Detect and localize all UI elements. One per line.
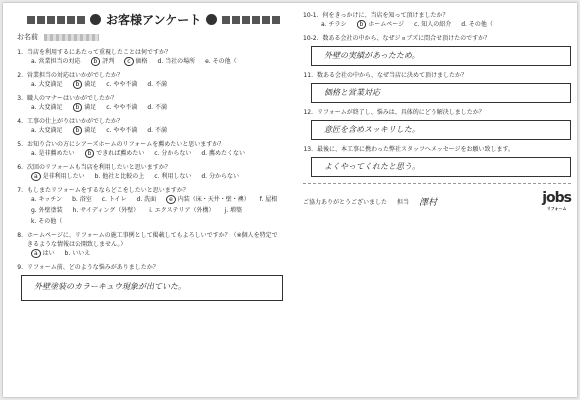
answer-box: よくやってくれたと思う。 (311, 157, 571, 177)
options (13, 80, 283, 89)
option-2[interactable]: c. トイレ (101, 196, 127, 203)
option-0[interactable]: a はい (31, 249, 55, 258)
title-text: お客様アンケート (106, 13, 202, 27)
redacted-name (44, 34, 99, 41)
option-1[interactable]: b 満足 (73, 80, 97, 89)
options (13, 149, 283, 158)
question-12: 12. リフォームが終了し、悩みは、具体的にどう解決しましたか？ 意匠を含めスッキリした。 (303, 108, 571, 140)
option-6[interactable]: g. 外壁塗装 (31, 207, 63, 214)
question-6: 6. 次回のリフォームも当店を利用したいと思いますか？ a 是非利用したい b. 他社と比較の上 c. 利用しない d. 分からない (13, 163, 283, 181)
option-0[interactable]: a. チラシ (321, 21, 347, 28)
option-0[interactable]: a. 営業担当の対応 (31, 58, 81, 65)
option-0[interactable]: a 是非利用したい (31, 172, 85, 181)
answer-box: 外壁塗装のカラーキュウ現象が出ていた。 (21, 275, 283, 301)
option-1[interactable]: b. 浴室 (72, 196, 92, 203)
answer-box: 価格と営業対応 (311, 83, 571, 103)
option-3[interactable]: d. その他（ (461, 21, 493, 28)
option-2[interactable]: c. 知人の紹介 (414, 21, 452, 28)
bullet-icon (206, 14, 217, 25)
answer-box: 意匠を含めスッキリした。 (311, 120, 571, 140)
option-2[interactable]: c. やや不満 (106, 81, 138, 88)
bullet-icon (90, 14, 101, 25)
option-3[interactable]: d. 不満 (147, 81, 167, 88)
option-3[interactable]: d. 洗面 (136, 196, 157, 203)
option-0[interactable]: a. キッチン (31, 196, 63, 203)
title-dots-right (222, 16, 280, 24)
title-dots-left (27, 16, 85, 24)
question-1: 1. 当店を利用するにあたって重視したことは何ですか？ a. 営業担当の対応 b 評判 c 価格 d. 当社の場所 e. その他（ (13, 48, 283, 66)
question-2: 2. 営業担当の対応はいかがでしたか？ a. 大変満足 b 満足 c. やや不満 d. 不満 (13, 71, 283, 89)
question-13: 13. 最後に、本工事に携わった弊社スタッフへメッセージをお願い致します。 よくやってくれたと思う。 (303, 145, 571, 177)
option-4[interactable]: e. その他（ (205, 58, 237, 65)
staff-label: 担当 (397, 198, 410, 206)
option-3[interactable]: d. 不満 (147, 127, 167, 134)
option-8[interactable]: i. エクステリア（外構） (149, 207, 215, 214)
option-1[interactable]: b. いいえ (64, 250, 91, 257)
left-column (13, 11, 283, 306)
right-column (303, 11, 571, 212)
option-5[interactable]: f. 屋根 (259, 196, 278, 203)
option-3[interactable]: d. 当社の場所 (157, 58, 196, 65)
option-9[interactable]: j. 増築 (224, 207, 243, 214)
option-2[interactable]: c. 分からない (154, 150, 192, 157)
option-1[interactable]: b 満足 (73, 103, 97, 112)
question-9: 9. リフォーム前、どのような悩みがありましたか？ 外壁塗装のカラーキュウ現象が出ていた。 (13, 263, 283, 301)
option-0[interactable]: a. 大変満足 (31, 127, 63, 134)
question-11: 11. 数ある会社の中から、なぜ当店に決めて頂けましたか？ 価格と営業対応 (303, 71, 571, 103)
option-2[interactable]: c 価格 (124, 57, 147, 66)
survey-title (27, 11, 283, 28)
options (13, 57, 283, 66)
right-questions (303, 11, 571, 177)
option-0[interactable]: a. 大変満足 (31, 81, 63, 88)
option-3[interactable]: d. 薦めたくない (201, 150, 245, 157)
options (303, 20, 571, 29)
question-10-2: 10-2. 数ある会社の中から、なぜジョブズに問合せ頂けたのですか？ 外壁の実績があったため。 (303, 34, 571, 66)
options (13, 249, 283, 258)
thanks-text: ご協力ありがとうございました (303, 198, 388, 206)
staff-signature: 澤村 (419, 197, 438, 208)
option-1[interactable]: b 評判 (91, 57, 115, 66)
option-1[interactable]: b 満足 (73, 126, 97, 135)
jobs-logo: jobs リフォーム (542, 190, 571, 211)
options (13, 103, 283, 112)
question-10-1: 10-1. 何をきっかけに、当店を知って頂けましたか？ a. チラシ b ホームページ c. 知人の紹介 d. その他（ (303, 11, 571, 29)
name-row (17, 32, 283, 42)
answer-box: 外壁の実績があったため。 (311, 46, 571, 66)
question-3: 3. 職人のマナーはいかがでしたか？ a. 大変満足 b 満足 c. やや不満 d. 不満 (13, 94, 283, 112)
question-4: 4. 工事の仕上がりはいかがでしたか？ a. 大変満足 b 満足 c. やや不満 d. 不満 (13, 117, 283, 135)
options (13, 172, 283, 181)
footer (303, 183, 571, 212)
option-7[interactable]: h. サイディング（外壁） (72, 207, 140, 214)
option-0[interactable]: a. 是非薦めたい (31, 150, 75, 157)
option-0[interactable]: a. 大変満足 (31, 104, 63, 111)
option-10[interactable]: k. その他（ (31, 218, 63, 225)
option-1[interactable]: b ホームページ (357, 20, 405, 29)
question-8: 8. ホームページに、リフォームの施工事例として掲載してもよろしいですか？（※個人を特定できるような情報は公開致しません。） a はい b. いいえ (13, 231, 283, 258)
options (13, 126, 283, 135)
question-7: 7. もしまたリフォームをするならどこをしたいと思いますか？ a. キッチン b. 浴室 c. トイレ d. 洗面 e 内装（床・天井・壁・襖） f. 屋根 g. 外壁塗装 h. サイディング（外壁） i. エクステリア（外構） j. 増築 k. その他（ (13, 186, 283, 226)
option-1[interactable]: b できれば薦めたい (85, 149, 145, 158)
question-5: 5. お知り合いの方にシアーズホームのリフォームを薦めたいと思いますか？ a. 是非薦めたい b できれば薦めたい c. 分からない d. 薦めたくない (13, 140, 283, 158)
options (13, 195, 283, 226)
option-2[interactable]: c. 利用しない (154, 173, 192, 180)
option-2[interactable]: c. やや不満 (106, 127, 138, 134)
option-1[interactable]: b. 他社と比較の上 (94, 173, 145, 180)
survey-sheet (3, 3, 577, 397)
option-4[interactable]: e 内装（床・天井・壁・襖） (166, 195, 250, 204)
option-3[interactable]: d. 不満 (147, 104, 167, 111)
name-label: お名前 (17, 33, 38, 41)
left-questions (13, 48, 283, 258)
option-2[interactable]: c. やや不満 (106, 104, 138, 111)
option-3[interactable]: d. 分からない (201, 173, 239, 180)
